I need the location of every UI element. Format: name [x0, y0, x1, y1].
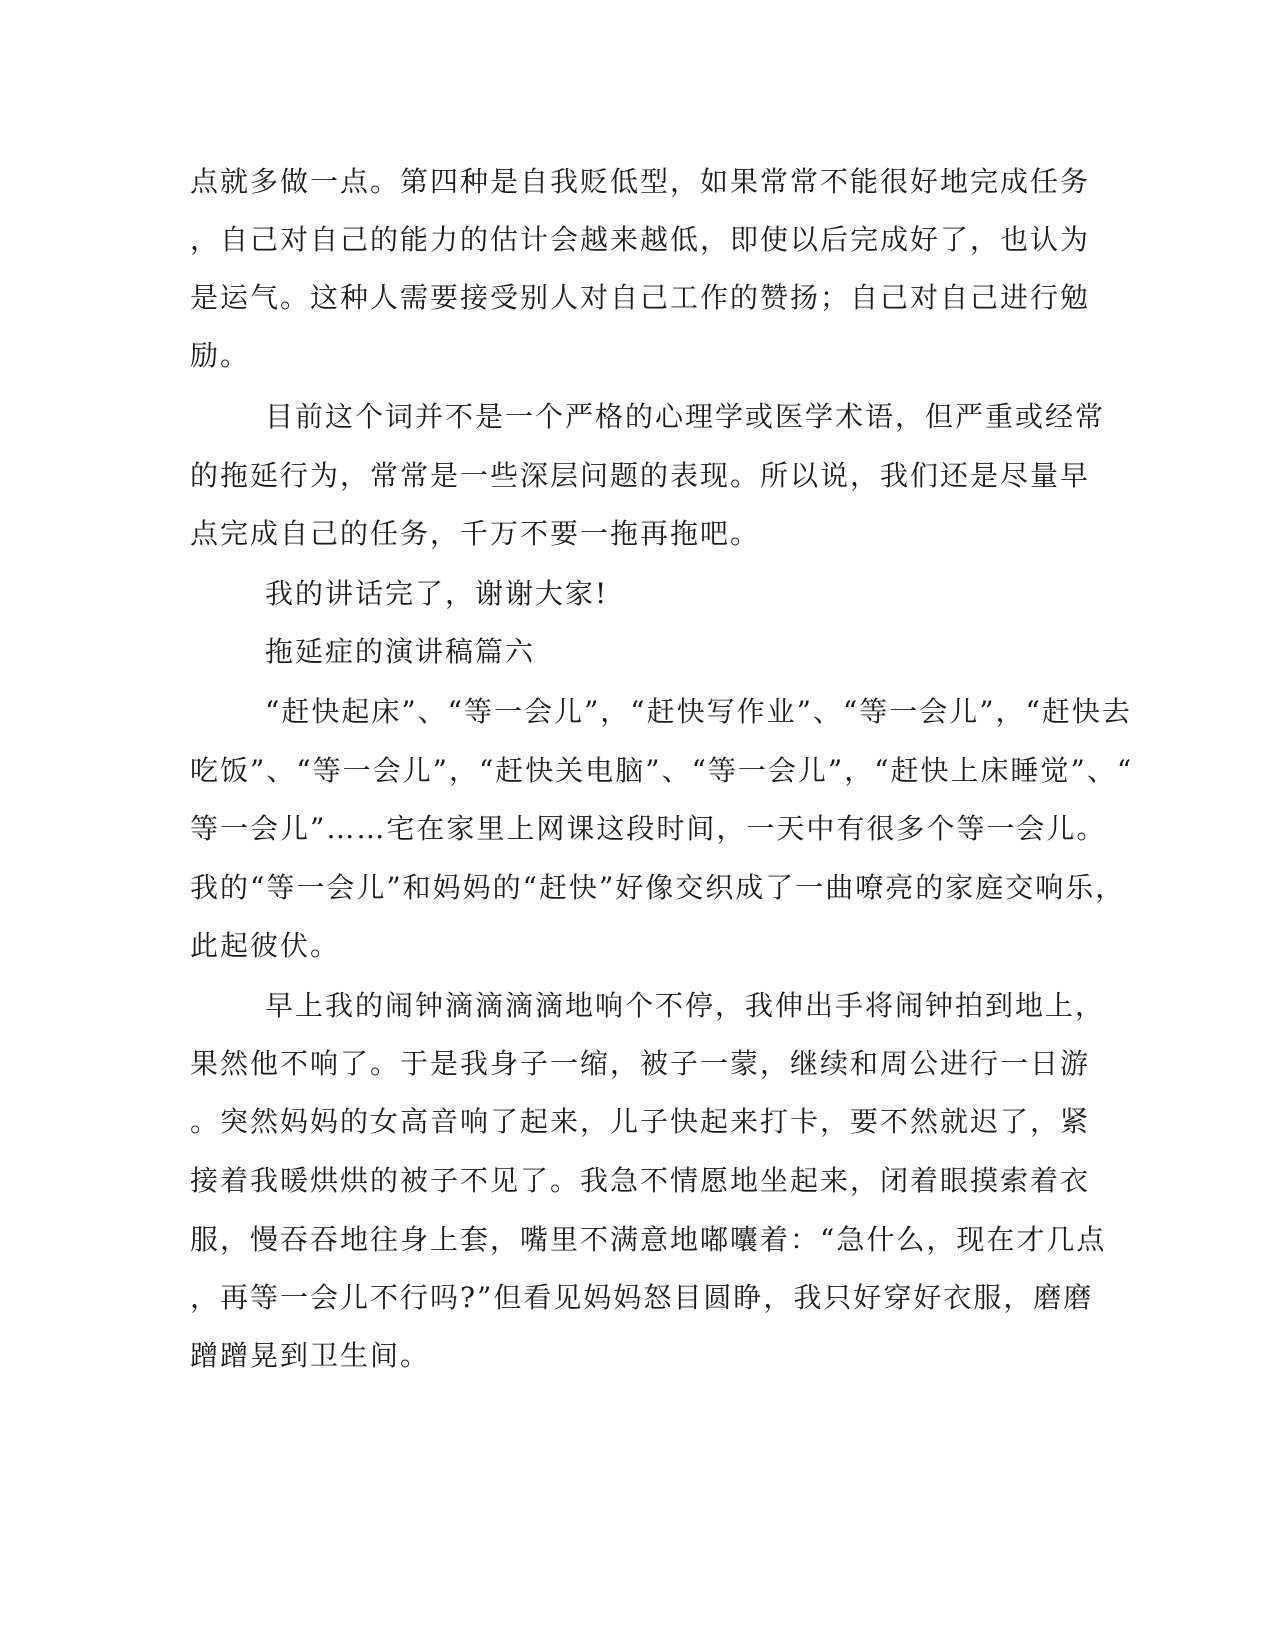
text-line: 点就多做一点。第四种是自我贬低型，如果常常不能很好地完成任务	[190, 165, 1091, 198]
text-line: 的拖延行为，常常是一些深层问题的表现。所以说，我们还是尽量早	[190, 459, 1091, 492]
text-line: ，再等一会儿不行吗?”但看见妈妈怒目圆睁，我只好穿好衣服，磨磨	[190, 1281, 1094, 1314]
text-line: 服，慢吞吞地往身上套，嘴里不满意地嘟囔着：“急什么，现在才几点	[190, 1223, 1107, 1256]
text-line: 吃饭”、“等一会儿”，“赶快关电脑”、“等一会儿”，“赶快上床睡觉”、“	[190, 754, 1134, 787]
text-line: “赶快起床”、“等一会儿”，“赶快写作业”、“等一会儿”，“赶快去	[265, 695, 1132, 728]
text-line: 是运气。这种人需要接受别人对自己工作的赞扬；自己对自己进行勉	[190, 281, 1091, 314]
text-line: 点完成自己的任务，千万不要一拖再拖吧。	[190, 517, 761, 550]
text-line: 励。	[190, 339, 251, 372]
text-line: ，自己对自己的能力的估计会越来越低，即使以后完成好了，也认为	[190, 223, 1091, 256]
text-line: 目前这个词并不是一个严格的心理学或医学术语，但严重或经常	[265, 400, 1106, 433]
text-line: 此起彼伏。	[190, 929, 341, 962]
section-heading: 拖延症的演讲稿篇六	[265, 635, 536, 668]
text-line: 蹭蹭晃到卫生间。	[190, 1339, 431, 1372]
text-line: 等一会儿”……宅在家里上网课这段时间，一天中有很多个等一会儿。	[190, 812, 1107, 845]
text-line: 我的“等一会儿”和妈妈的“赶快”好像交织成了一曲嘹亮的家庭交响乐，	[190, 871, 1126, 904]
text-line: 接着我暖烘烘的被子不见了。我急不情愿地坐起来，闭着眼摸索着衣	[190, 1164, 1091, 1197]
text-line: 。突然妈妈的女高音响了起来，儿子快起来打卡，要不然就迟了，紧	[190, 1105, 1091, 1138]
text-line: 果然他不响了。于是我身子一缩，被子一蒙，继续和周公进行一日游	[190, 1047, 1091, 1080]
text-line: 我的讲话完了，谢谢大家!	[265, 577, 609, 610]
text-line: 早上我的闹钟滴滴滴滴地响个不停，我伸出手将闹钟拍到地上，	[265, 989, 1106, 1022]
